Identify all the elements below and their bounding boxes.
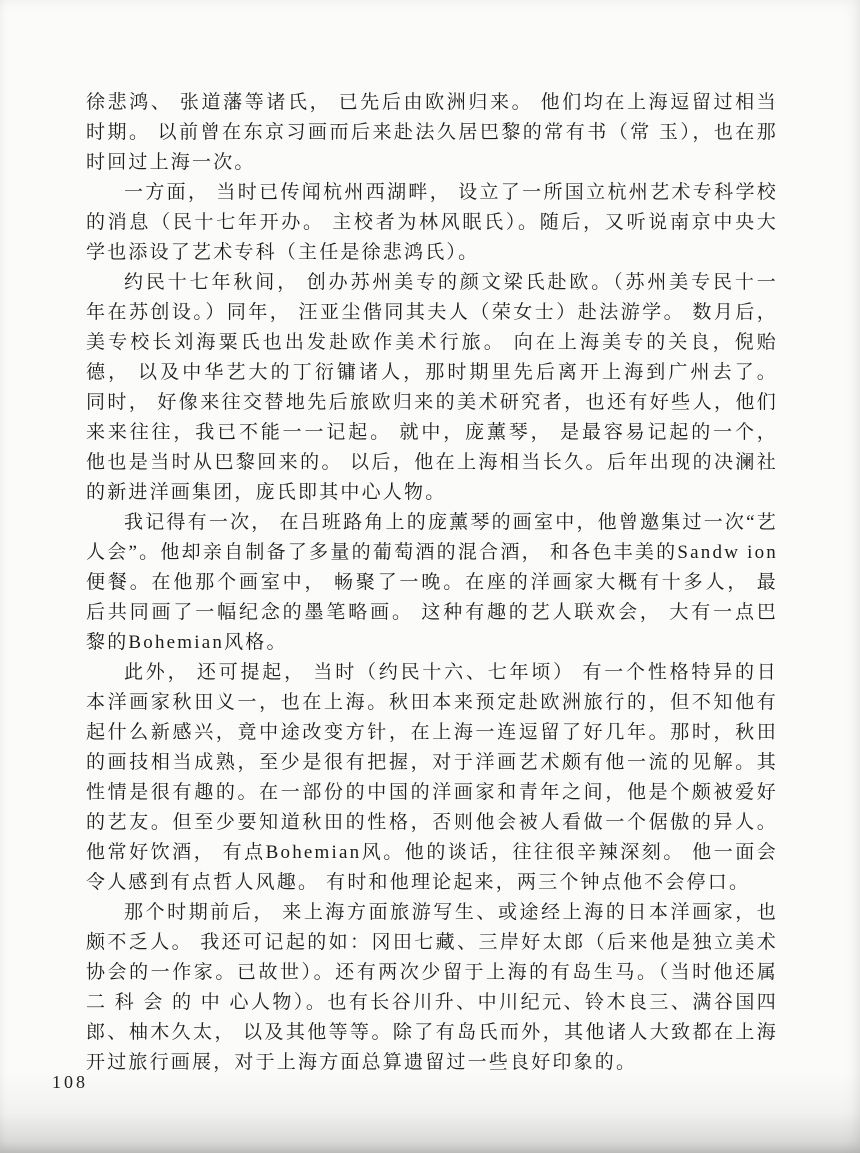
paragraph: 那个时期前后， 来上海方面旅游写生、或途经上海的日本洋画家，也颇不乏人。 我还可记起的如：冈田七藏、三岸好太郎（后来他是独立美术协会的一作家。已故世）。还有两次少留于上海的有岛生马。（当时他还属 二 科 会 的 中 心人物）。也有长谷川升、中川纪元、铃木良三、满谷国四郎、柚木久太， 以及其他等等。除了有岛氏而外，其他诸人大致都在上海开过旅行画展，对于上海方面总算遗留过一些良好印象的。: [86, 902, 778, 1073]
paragraph: 此外， 还可提起， 当时（约民十六、七年顷） 有一个性格特异的日本洋画家秋田义一，也在上海。秋田本来预定赴欧洲旅行的，但不知他有起什么新感兴，竟中途改变方针，在上海一连逗留了好几年。那时，秋田的画技相当成熟，至少是很有把握，对于洋画艺术颇有他一流的见解。其性情是很有趣的。在一部份的中国的洋画家和青年之间，他是个颇被爱好的艺友。但至少要知道秋田的性格，否则他会被人看做一个倨傲的异人。他常好饮酒， 有点Bohemian风。他的谈话，往往很辛辣深刻。 他一面会令人感到有点哲人风趣。 有时和他理论起来，两三个钟点他不会停口。: [86, 662, 778, 893]
body-text: [86, 88, 778, 1078]
page-number: 108: [52, 1072, 88, 1092]
paragraph: 一方面， 当时已传闻杭州西湖畔， 设立了一所国立杭州艺术专科学校的消息（民十七年开办。 主校者为林风眠氏）。随后，又听说南京中央大学也添设了艺术专科（主任是徐悲鸿氏）。: [86, 182, 778, 263]
paragraph: 徐悲鸿、 张道藩等诸氏， 已先后由欧洲归来。 他们均在上海逗留过相当时期。 以前曾在东京习画而后来赴法久居巴黎的常有书（常 玉），也在那时回过上海一次。: [86, 92, 778, 173]
paragraph: 约民十七年秋间， 创办苏州美专的颜文梁氏赴欧。（苏州美专民十一年在苏创设。）同年， 汪亚尘偕同其夫人（荣女士）赴法游学。 数月后， 美专校长刘海粟氏也出发赴欧作美术行旅。 向在上海美专的关良，倪贻德， 以及中华艺大的丁衍镛诸人，那时期里先后离开上海到广州去了。 同时， 好像来往交替地先后旅欧归来的美术研究者，也还有好些人，他们来来往往，我已不能一一记起。 就中，庞薰琴， 是最容易记起的一个， 他也是当时从巴黎回来的。 以后，他在上海相当长久。后年出现的决澜社的新进洋画集团，庞氏即其中心人物。: [86, 272, 778, 503]
paragraph: 我记得有一次， 在吕班路角上的庞薰琴的画室中，他曾邀集过一次“艺人会”。他却亲自制备了多量的葡萄酒的混合酒， 和各色丰美的Sandw ion便餐。在他那个画室中， 畅聚了一晚。在座的洋画家大概有十多人， 最后共同画了一幅纪念的墨笔略画。 这种有趣的艺人联欢会， 大有一点巴黎的Bohemian风格。: [86, 512, 778, 653]
